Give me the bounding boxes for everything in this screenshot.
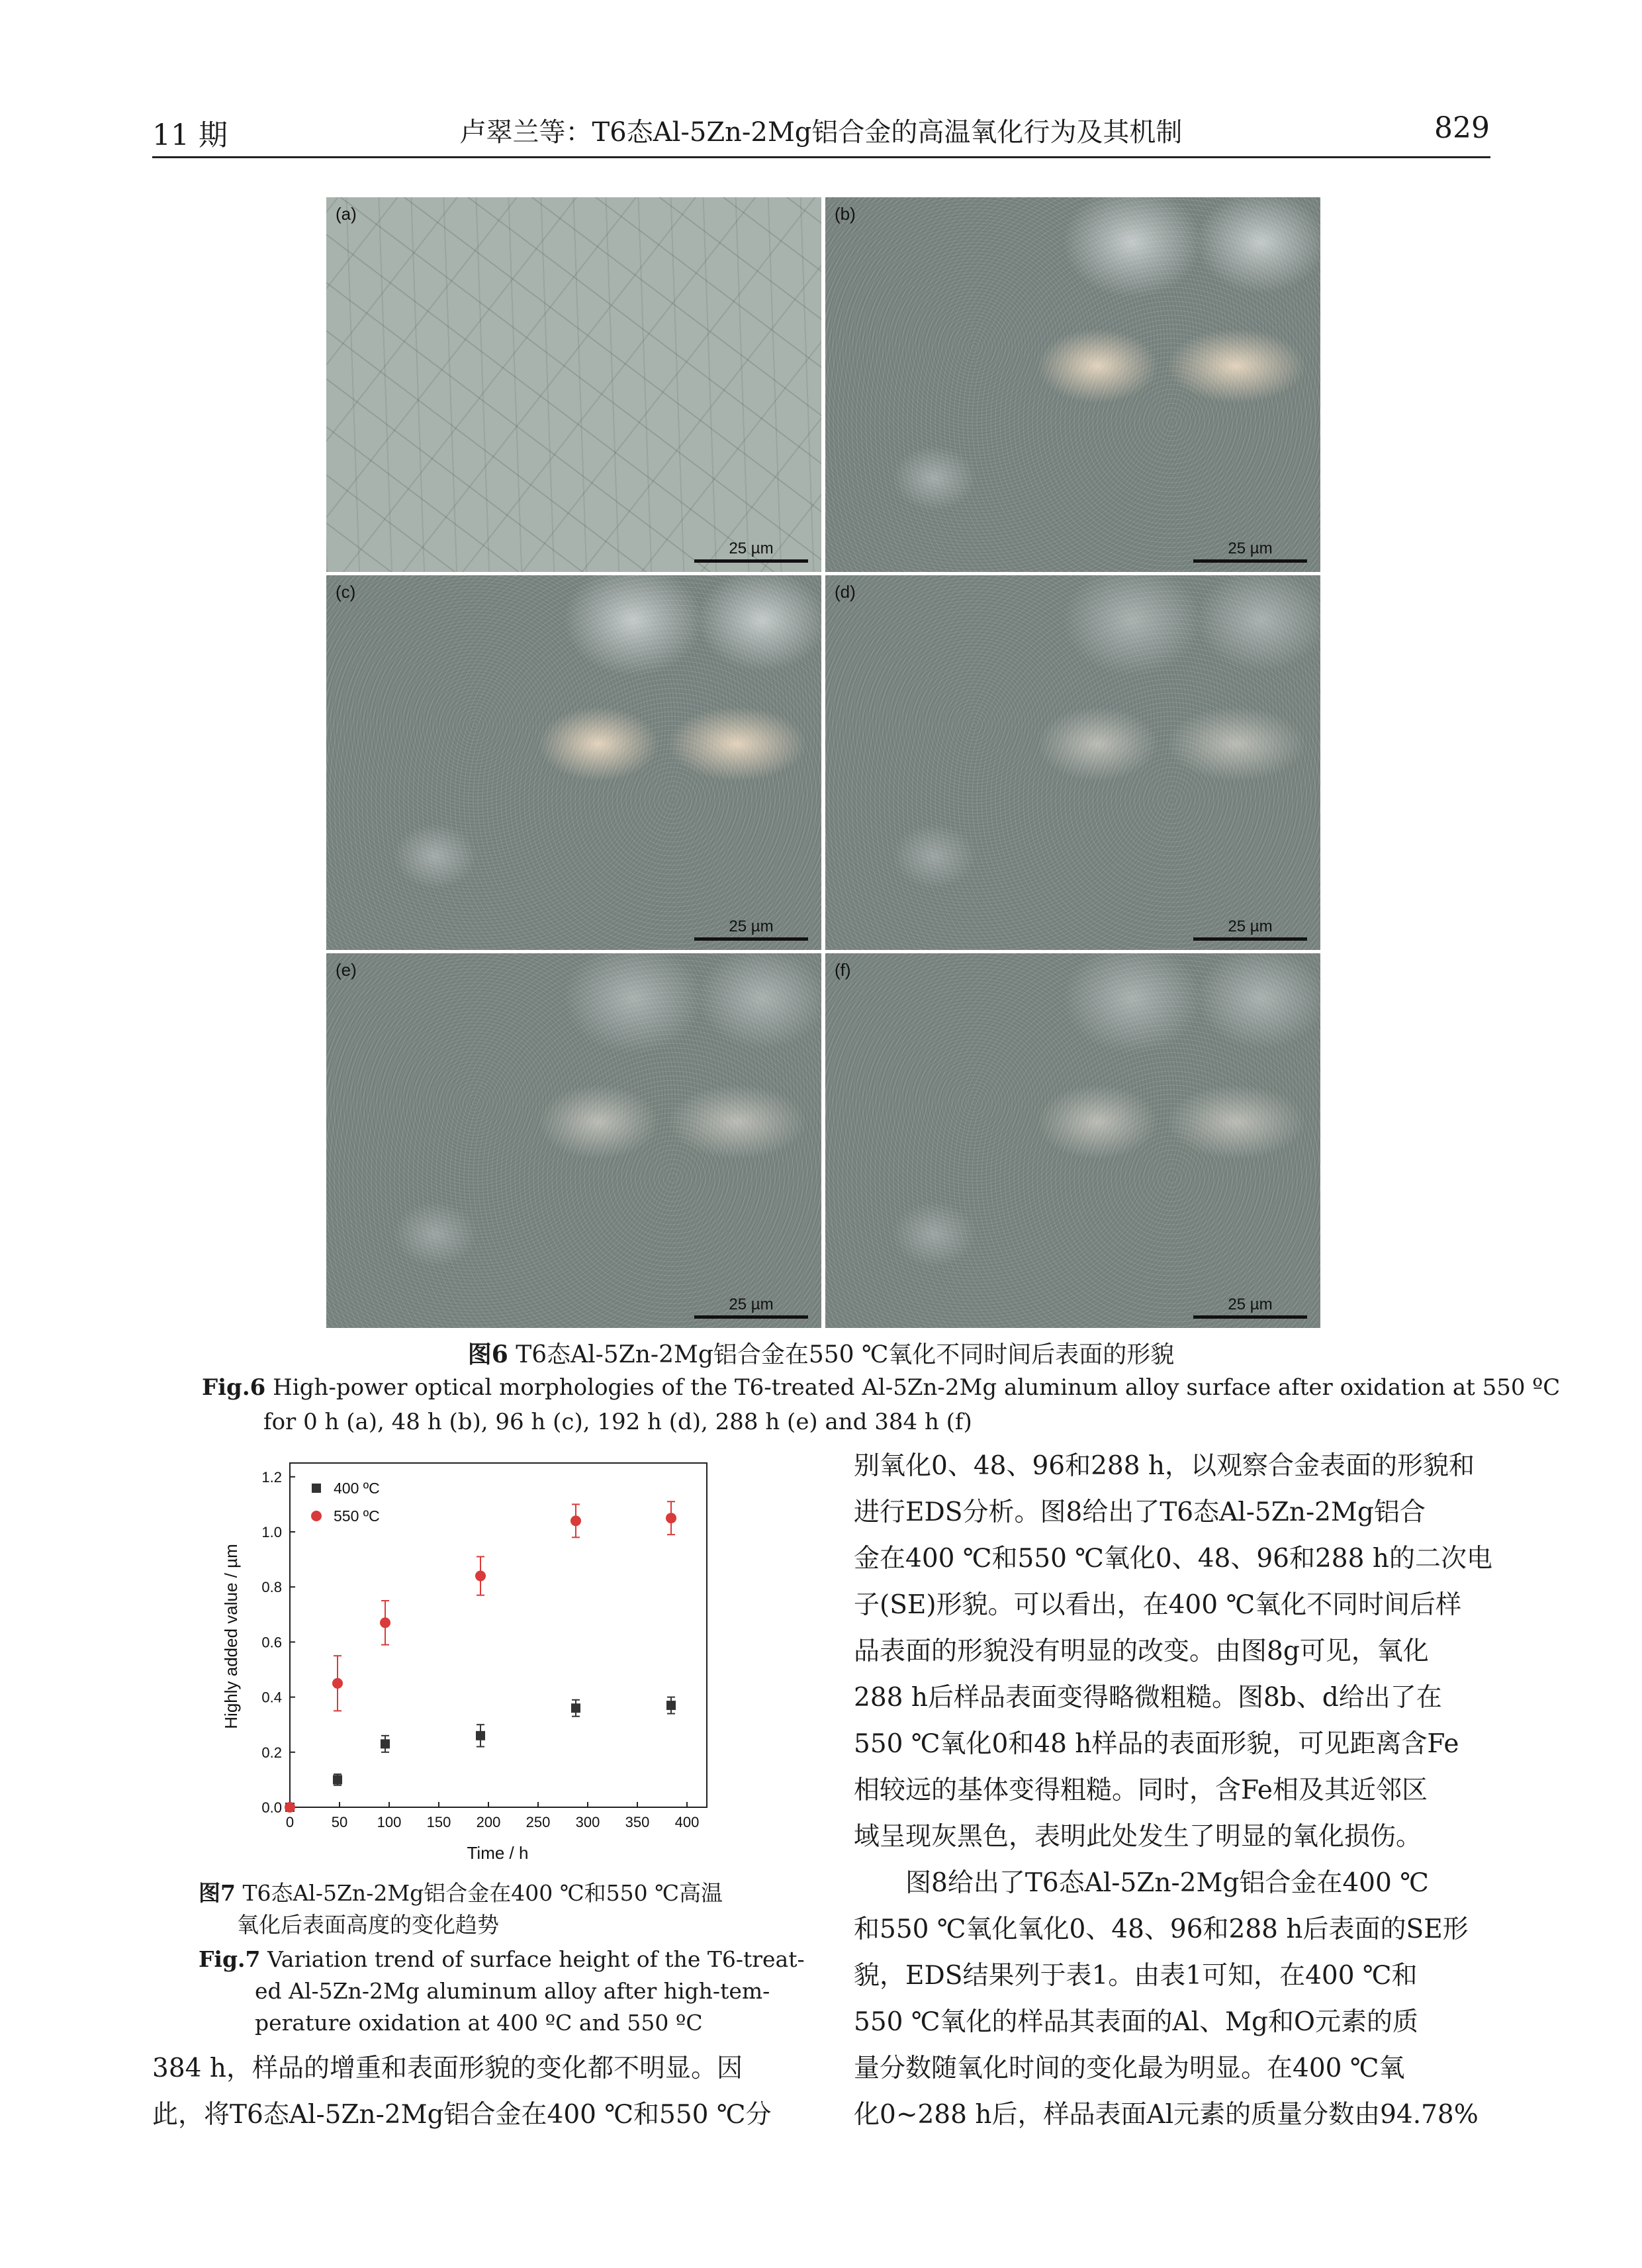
data-point-550c — [570, 1515, 581, 1526]
y-tick-label: 0.0 — [261, 1799, 282, 1816]
x-tick-label: 400 — [674, 1814, 700, 1830]
legend-marker — [312, 1484, 321, 1493]
panel-label: (b) — [835, 204, 856, 224]
x-tick-label: 50 — [331, 1814, 348, 1830]
body-text-line: 域呈现灰黑色，表明此处发生了明显的氧化损伤。 — [854, 1822, 1422, 1852]
figure6-caption-en-line2: for 0 h (a), 48 h (b), 96 h (c), 192 h (d), 288 h (e) and 384 h (f) — [263, 1409, 972, 1435]
scale-bar-label: 25 µm — [1228, 918, 1273, 935]
figure6-caption-en-text: High-power optical morphologies of the T6-treated Al-5Zn-2Mg aluminum alloy surface after oxidation at 550 ºC — [273, 1374, 1561, 1401]
header-rule — [152, 156, 1490, 158]
x-tick-label: 250 — [525, 1814, 551, 1830]
body-text-line: 量分数随氧化时间的变化最为明显。在400 ℃氧 — [854, 2054, 1405, 2083]
x-tick-label: 100 — [377, 1814, 402, 1830]
scale-bar — [1193, 1296, 1307, 1319]
x-tick-label: 0 — [285, 1814, 295, 1830]
x-tick-label: 350 — [625, 1814, 650, 1830]
panel-label: (f) — [835, 960, 851, 980]
y-tick-label: 0.6 — [261, 1634, 282, 1651]
panel-label: (c) — [336, 582, 356, 602]
figure6-number-cn: 图6 — [467, 1341, 508, 1368]
figure6-caption-cn-text: T6态Al-5Zn-2Mg铝合金在550 ℃氧化不同时间后表面的形貌 — [516, 1341, 1175, 1368]
body-text-line: 384 h，样品的增重和表面形貌的变化都不明显。因 — [152, 2054, 743, 2083]
body-text-line: 相较远的基体变得粗糙。同时，含Fe相及其近邻区 — [854, 1775, 1428, 1805]
body-text-line: 图8给出了T6态Al-5Zn-2Mg铝合金在400 ℃ — [854, 1868, 1429, 1898]
legend-label: 400 ºC — [334, 1480, 380, 1497]
chart-ticks — [261, 1469, 699, 1830]
micrograph-f — [825, 953, 1320, 1328]
page-number: 829 — [1434, 111, 1490, 145]
panel-label: (e) — [336, 960, 357, 980]
body-text-line: 此，将T6态Al-5Zn-2Mg铝合金在400 ℃和550 ℃分 — [152, 2100, 772, 2130]
legend-label: 550 ºC — [334, 1507, 380, 1525]
figure7-caption-en-line3: perature oxidation at 400 ºC and 550 ºC — [255, 2010, 703, 2036]
chart-legend — [311, 1480, 380, 1525]
body-text-line: 子(SE)形貌。可以看出，在400 ℃氧化不同时间后样 — [854, 1590, 1462, 1620]
legend-marker — [311, 1511, 322, 1521]
data-point-550c — [332, 1678, 343, 1689]
data-point-550c — [475, 1571, 486, 1582]
chart-marks — [285, 1501, 676, 1813]
data-point-400c — [666, 1701, 676, 1710]
figure7-number-cn: 图7 — [199, 1880, 236, 1906]
figure6-caption-en-line1 — [202, 1374, 1560, 1401]
figure7-caption-en-line1 — [199, 1944, 805, 1975]
running-title: 卢翠兰等：T6态Al-5Zn-2Mg铝合金的高温氧化行为及其机制 — [459, 117, 1183, 148]
body-text-line: 别氧化0、48、96和288 h，以观察合金表面的形貌和 — [854, 1451, 1475, 1481]
panel-label: (a) — [336, 204, 357, 224]
x-tick-label: 200 — [476, 1814, 501, 1830]
data-point-400c — [381, 1739, 390, 1748]
figure7-caption-cn-line2: 氧化后表面高度的变化趋势 — [237, 1912, 499, 1938]
y-tick-label: 0.8 — [261, 1579, 282, 1596]
figure7-number-en: Fig.7 — [199, 1946, 261, 1972]
body-text-line: 化0~288 h后，样品表面Al元素的质量分数由94.78% — [854, 2100, 1479, 2130]
micrograph-e — [326, 953, 821, 1328]
scale-bar-label: 25 µm — [729, 1296, 774, 1313]
body-text-line: 和550 ℃氧化氧化0、48、96和288 h后表面的SE形 — [854, 1914, 1469, 1944]
body-text-line: 貌，EDS结果列于表1。由表1可知，在400 ℃和 — [854, 1961, 1418, 1991]
data-point-550c — [285, 1802, 295, 1813]
y-tick-label: 0.2 — [261, 1744, 282, 1761]
data-point-400c — [333, 1775, 342, 1784]
scale-bar — [694, 918, 808, 941]
scale-bar-label: 25 µm — [729, 918, 774, 935]
issue-number: 11 期 — [152, 118, 228, 152]
x-tick-label: 300 — [575, 1814, 600, 1830]
body-text-line: 进行EDS分析。图8给出了T6态Al-5Zn-2Mg铝合 — [854, 1497, 1426, 1527]
y-tick-label: 1.2 — [261, 1468, 282, 1486]
figure6-caption-cn — [0, 1336, 1642, 1370]
scale-bar-line — [694, 1315, 808, 1319]
body-text-line: 288 h后样品表面变得略微粗糙。图8b、d给出了在 — [854, 1683, 1442, 1713]
y-tick-label: 0.4 — [261, 1689, 282, 1706]
y-tick-label: 1.0 — [261, 1524, 282, 1540]
micrograph-c — [326, 575, 821, 950]
scale-bar-label: 25 µm — [729, 540, 774, 557]
micrograph-d — [825, 575, 1320, 950]
body-text-line: 品表面的形貌没有明显的改变。由图8g可见，氧化 — [854, 1636, 1429, 1666]
scale-bar — [694, 1296, 808, 1319]
scale-bar-line — [694, 559, 808, 563]
figure7-caption-cn-text: T6态Al-5Zn-2Mg铝合金在400 ℃和550 ℃高温 — [242, 1880, 723, 1906]
figure7-caption-cn-line1 — [199, 1877, 723, 1909]
surface-height-chart — [212, 1443, 741, 1867]
body-text-line: 550 ℃氧化的样品其表面的Al、Mg和O元素的质 — [854, 2007, 1418, 2037]
figure7-caption-en-line2: ed Al-5Zn-2Mg aluminum alloy after high-tem- — [255, 1978, 770, 2004]
scale-bar-label: 25 µm — [1228, 540, 1273, 557]
scale-bar-line — [694, 937, 808, 941]
data-point-550c — [380, 1617, 390, 1628]
x-tick-label: 150 — [426, 1814, 451, 1830]
data-point-400c — [476, 1731, 485, 1740]
scale-bar-label: 25 µm — [1228, 1296, 1273, 1313]
scale-bar-line — [1193, 1315, 1307, 1319]
body-text-line: 金在400 ℃和550 ℃氧化0、48、96和288 h的二次电 — [854, 1544, 1492, 1574]
figure6-number-en: Fig.6 — [202, 1374, 266, 1401]
figure7-caption-en-text: Variation trend of surface height of the T6-treat- — [267, 1946, 805, 1972]
micrograph-b — [825, 197, 1320, 572]
body-text-line: 550 ℃氧化0和48 h样品的表面形貌，可见距离含Fe — [854, 1729, 1459, 1759]
micrograph-a — [326, 197, 821, 572]
scale-bar — [694, 540, 808, 563]
data-point-400c — [571, 1703, 580, 1713]
scale-bar — [1193, 540, 1307, 563]
scale-bar — [1193, 918, 1307, 941]
x-axis-label: Time / h — [467, 1843, 529, 1863]
y-axis-label: Highly added value / µm — [221, 1544, 241, 1729]
scale-bar-line — [1193, 937, 1307, 941]
scale-bar-line — [1193, 559, 1307, 563]
panel-label: (d) — [835, 582, 856, 602]
data-point-550c — [666, 1513, 676, 1523]
